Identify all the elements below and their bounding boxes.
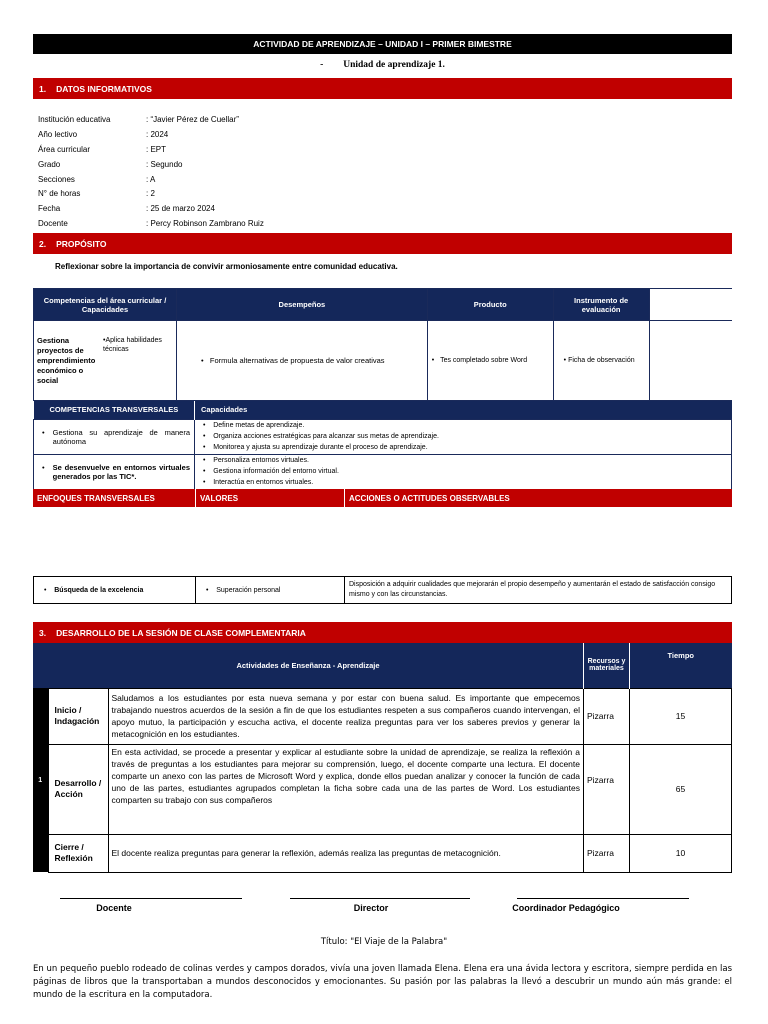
phase-label: Desarrollo / Acción (48, 744, 108, 834)
phase-text: El docente realiza preguntas para generar la reflexión, además realiza las preguntas de metacognición. (108, 834, 584, 872)
capacidad-item: • Personaliza entornos virtuales. (203, 457, 309, 464)
info-row-secciones (38, 172, 438, 187)
section-2-header (33, 233, 732, 254)
competencia-cell (34, 321, 177, 401)
transversal-text: Se desenvuelve en entornos virtuales generados por las TIC*. (52, 462, 190, 481)
capacidades-cell (195, 454, 732, 489)
capacidad-item: • Define metas de aprendizaje. (203, 422, 305, 429)
transversal-bullet: • (42, 462, 45, 472)
enfoques-header-label: ENFOQUES TRANSVERSALES (37, 493, 155, 503)
competencias-header: Competencias del área curricular / Capacidades (34, 289, 177, 321)
info-label: Año lectivo (38, 129, 78, 139)
resource-cell: Pizarra (584, 834, 630, 872)
desempenos-header: Desempeños (177, 289, 428, 321)
capacidades-header: Capacidades (195, 401, 732, 419)
time-header: Tiempo (630, 643, 732, 688)
resources-header: Recursos y materiales (584, 643, 630, 688)
instrumento-bullet: • (563, 357, 569, 364)
section-3-title: DESARROLLO DE LA SESIÓN DE CLASE COMPLEMENTARIA (56, 627, 306, 638)
signature-line-docente (60, 898, 242, 899)
time-cell: 65 (630, 744, 732, 834)
info-row-horas (38, 186, 438, 201)
section-2-title: PROPÓSITO (56, 238, 107, 249)
activities-header: Actividades de Enseñanza - Aprendizaje (33, 643, 584, 688)
transversales-header: COMPETENCIAS TRANSVERSALES (34, 401, 195, 419)
enfoque-text: Búsqueda de la excelencia (54, 586, 144, 594)
capacidad-text: Personaliza entornos virtuales. (213, 457, 309, 464)
transversal-text: Gestiona su aprendizaje de manera autónoma (52, 427, 190, 446)
story-text: En un pequeño pueblo rodeado de colinas verdes y campos dorados, vivía una joven llamada Elena. Elena era una ávida lectora y escritora, siempre perdida en las páginas de libros que la transportaban a mundos desconocidos y emocionantes. Su pasión por las palabras la llevó a descubrir un mundo aún más grande: el mundo de la escritura en la computadora. (33, 964, 732, 1000)
unit-dash: - (320, 60, 324, 70)
info-row-anio (38, 127, 438, 142)
document-title: ACTIVIDAD DE APRENDIZAJE – UNIDAD I – PRIMER BIMESTRE (33, 34, 732, 54)
info-row-grado (38, 157, 438, 172)
capacidad-text: Monitorea y ajusta su aprendizaje durante el proceso de aprendizaje. (213, 444, 428, 451)
desempeno-bullet: • (201, 356, 210, 365)
header-spacer (649, 289, 732, 321)
transversales-table (33, 401, 732, 490)
transversal-item (42, 428, 190, 446)
info-row-docente (38, 216, 438, 231)
section-2-number: 2. (39, 238, 47, 249)
valores-header-label: VALORES (195, 489, 344, 507)
info-value: : “Javier Pérez de Cuellar” (146, 114, 239, 124)
capacidad-text: Interactúa en entornos virtuales. (213, 479, 314, 486)
signature-coordinador: Coordinador Pedagógico (512, 903, 620, 913)
capacidad-text: •Aplica habilidades técnicas (103, 336, 162, 353)
instrumento-header: Instrumento de evaluación (553, 289, 649, 321)
producto-text: Tes completado sobre Word (440, 357, 528, 364)
info-list (38, 112, 438, 231)
info-row-area (38, 142, 438, 157)
info-label: N° de horas (38, 189, 81, 199)
signature-line-coordinador (517, 898, 689, 899)
capacidad-item: • Interactúa en entornos virtuales. (203, 479, 314, 486)
info-label: Institución educativa (38, 114, 111, 124)
competencia-text: Gestiona proyectos de emprendimiento económico o social (37, 335, 96, 385)
valor-text: Superación personal (216, 586, 281, 594)
unit-line (33, 60, 732, 74)
section-1-number: 1. (39, 83, 47, 94)
info-row-institucion (38, 112, 438, 127)
instrumento-cell (553, 321, 649, 401)
producto-bullet: • (431, 357, 441, 364)
enfoques-header (33, 489, 732, 507)
info-value: : A (146, 174, 156, 184)
time-cell: 10 (630, 834, 732, 872)
capacidad-item: • Organiza acciones estratégicas para alcanzar sus metas de aprendizaje. (203, 433, 439, 440)
transversal-bullet: • (42, 427, 45, 437)
unit-title: Unidad de aprendizaje 1. (343, 60, 445, 70)
info-label: Secciones (38, 174, 75, 184)
story-title: Título: "El Viaje de la Palabra" (320, 937, 448, 947)
info-value: : EPT (146, 144, 167, 154)
enfoque-cell (34, 577, 196, 604)
capacidad-item: • Monitorea y ajusta su aprendizaje durante el proceso de aprendizaje. (203, 444, 428, 451)
phase-text: Saludamos a los estudiantes por esta nueva semana y por estar con buena salud. Es importante que empecemos trabajando nuestros acuerdos de la sesión a fin de que los estudiantes respeten a sus compañeros cuando intervengan, el apoyo mutuo, la participación y escucha activa, el docente realiza preguntas para ver los saberes previos y generar la metacognición en los estudiantes. (108, 688, 584, 744)
enfoque-bullet: • (44, 586, 55, 594)
acciones-header-label: ACCIONES O ACTITUDES OBSERVABLES (344, 489, 510, 507)
session-table (33, 643, 732, 873)
capacidades-cell (195, 419, 732, 454)
valor-cell (196, 577, 345, 604)
info-value: : 2024 (146, 129, 169, 139)
signature-director: Director (353, 903, 389, 913)
section-1-header (33, 78, 732, 99)
info-value: : 2 (146, 189, 155, 199)
phase-label: Inicio / Indagación (48, 688, 108, 744)
resource-cell: Pizarra (584, 688, 630, 744)
capacidad-text: Define metas de aprendizaje. (213, 422, 305, 429)
info-label: Fecha (38, 204, 61, 214)
desempeno-cell (177, 321, 428, 401)
section-3-number: 3. (39, 627, 47, 638)
row-spacer (649, 321, 732, 401)
phase-label: Cierre / Reflexión (48, 834, 108, 872)
info-value: : Segundo (146, 159, 183, 169)
info-value: : 25 de marzo 2024 (146, 204, 215, 214)
enfoques-table (33, 576, 732, 604)
info-row-fecha (38, 201, 438, 216)
transversal-row (34, 454, 195, 489)
capacidad-text: Organiza acciones estratégicas para alcanzar sus metas de aprendizaje. (213, 433, 439, 440)
transversal-row (34, 419, 195, 454)
purpose-text: Reflexionar sobre la importancia de convivir armoniosamente entre comunidad educativa. (55, 262, 398, 271)
time-cell: 15 (630, 688, 732, 744)
info-value: : Percy Robinson Zambrano Ruiz (146, 219, 264, 229)
valor-bullet: • (206, 586, 217, 594)
competencia-cell-content (37, 336, 173, 386)
capacidad-item: • Gestiona información del entorno virtual. (203, 468, 339, 475)
producto-cell (427, 321, 553, 401)
info-label: Grado (38, 159, 61, 169)
signature-docente: Docente (96, 903, 132, 913)
section-1-title: DATOS INFORMATIVOS (56, 83, 152, 94)
info-label: Área curricular (38, 144, 91, 154)
instrumento-text: Ficha de observación (568, 357, 635, 364)
competencias-table (33, 288, 732, 401)
desempeno-text: Formula alternativas de propuesta de valor creativas (209, 356, 385, 365)
section-3-header (33, 622, 732, 643)
resource-cell: Pizarra (584, 744, 630, 834)
session-number: 1 (33, 688, 48, 872)
capacidad-text: Gestiona información del entorno virtual. (213, 468, 339, 475)
accion-cell: Disposición a adquirir cualidades que mejorarán el propio desempeño y aumentarán el estado de satisfacción consigo mismo y con las circunstancias. (345, 577, 732, 604)
producto-header: Producto (427, 289, 553, 321)
transversal-item (42, 463, 190, 481)
phase-text: En esta actividad, se procede a presentar y explicar al estudiante sobre la unidad de aprendizaje, se realiza la reflexión a través de preguntas a los estudiantes para mejorar su comprensión, luego, el docente comparte una lectura. El docente comparte un anexo con las partes de Microsoft Word y explica, donde ellos puedan analizar y conocer la función de cada uno de las partes, estudiantes agrupados completan la ficha sobre cada una de las partes de Word. Los estudiantes comparten su trabajo con sus compañeros (108, 744, 584, 834)
info-label: Docente (38, 219, 68, 229)
signature-line-director (290, 898, 470, 899)
